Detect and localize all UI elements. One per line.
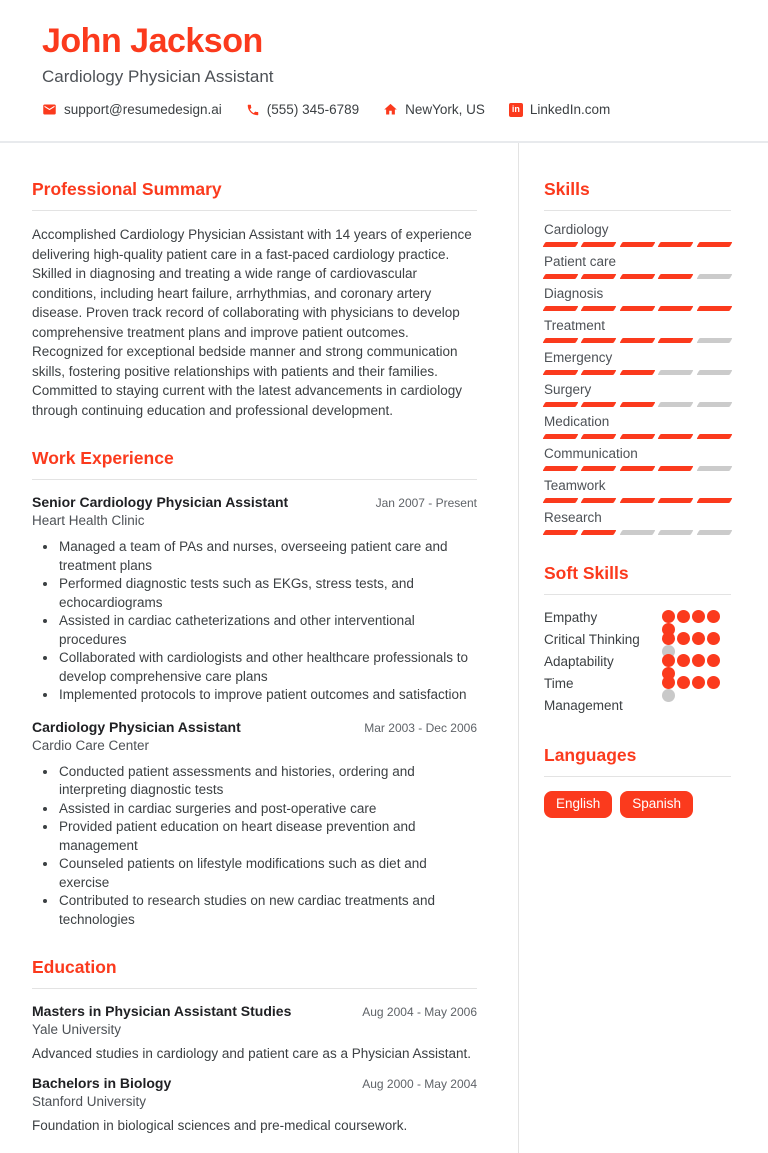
skill-bar-segment	[619, 434, 655, 439]
skill-item	[544, 222, 731, 247]
job-bullet-list	[32, 538, 477, 705]
contact-email-text: support@resumedesign.ai	[64, 102, 222, 117]
soft-skill-level-dots	[662, 629, 720, 648]
skills-heading: Skills	[544, 179, 731, 211]
job-bullet: • Implemented protocols to improve patient outcomes and satisfaction	[58, 686, 477, 705]
contact-phone-text: (555) 345-6789	[266, 102, 360, 117]
skill-bar-segment	[619, 466, 655, 471]
soft-skill-level-dots	[662, 607, 720, 626]
soft-skill-dot	[692, 632, 705, 645]
education-header	[32, 1003, 477, 1019]
soft-skill-dot	[707, 654, 720, 667]
resume-body	[0, 143, 768, 1153]
skill-bar-segment	[543, 370, 579, 375]
skill-bar-segment	[696, 530, 732, 535]
job-bullet: • Provided patient education on heart disease prevention and management	[58, 818, 477, 855]
skill-bar-segment	[696, 242, 732, 247]
job-header	[32, 719, 477, 735]
soft-skill-item	[544, 673, 731, 717]
education-degree: Masters in Physician Assistant Studies	[32, 1003, 292, 1019]
soft-skill-dot	[662, 676, 675, 689]
skill-bar-segment	[619, 402, 655, 407]
soft-skill-dot	[662, 689, 675, 702]
education-school: Yale University	[32, 1022, 122, 1037]
skill-bar-segment	[696, 370, 732, 375]
education-dates: Aug 2000 - May 2004	[362, 1077, 477, 1091]
skill-bar-segment	[658, 402, 694, 407]
skill-item	[544, 286, 731, 311]
education-description: Advanced studies in cardiology and patient care as a Physician Assistant.	[32, 1046, 472, 1061]
skill-label: Patient care	[544, 254, 617, 269]
contact-linkedin-text: LinkedIn.com	[529, 102, 611, 117]
skill-bar-segment	[581, 274, 617, 279]
skill-bar-segment	[696, 338, 732, 343]
skill-level-bar	[544, 402, 731, 407]
skill-bar-segment	[543, 530, 579, 535]
job-dates: Jan 2007 - Present	[375, 496, 477, 510]
skill-bar-segment	[581, 370, 617, 375]
skill-level-bar	[544, 498, 731, 503]
soft-skill-dot	[662, 632, 675, 645]
job-bullet: • Collaborated with cardiologists and other healthcare professionals to develop comprehensive care plans	[58, 649, 477, 686]
skill-bar-segment	[543, 242, 579, 247]
skill-label: Cardiology	[544, 222, 609, 237]
skill-label: Emergency	[544, 350, 613, 365]
skill-level-bar	[544, 242, 731, 247]
job-bullet: • Assisted in cardiac surgeries and post-operative care	[58, 800, 477, 819]
main-column	[0, 143, 519, 1153]
skill-bar-segment	[619, 370, 655, 375]
home-icon	[383, 102, 398, 117]
skill-level-bar	[544, 338, 731, 343]
person-job-title: Cardiology Physician Assistant	[42, 67, 274, 86]
skill-bar-segment	[658, 274, 694, 279]
job-company: Cardio Care Center	[32, 737, 150, 753]
skill-bar-segment	[543, 306, 579, 311]
skill-bar-segment	[581, 306, 617, 311]
soft-skill-label: Empathy	[544, 610, 598, 625]
skill-item	[544, 382, 731, 407]
soft-skill-dot	[707, 610, 720, 623]
skill-bar-segment	[658, 466, 694, 471]
contact-location	[383, 102, 485, 117]
skill-label: Medication	[544, 414, 610, 429]
skill-bar-segment	[696, 402, 732, 407]
skill-bar-segment	[658, 242, 694, 247]
skill-bar-segment	[581, 530, 617, 535]
contact-email[interactable]	[42, 102, 222, 117]
job-company: Heart Health Clinic	[32, 513, 145, 528]
skill-bar-segment	[619, 498, 655, 503]
languages-list	[544, 791, 731, 818]
skill-bar-segment	[581, 338, 617, 343]
person-name: John Jackson	[42, 22, 263, 60]
soft-skill-dot	[707, 676, 720, 689]
soft-skills-heading: Soft Skills	[544, 563, 731, 595]
linkedin-icon: in	[509, 103, 523, 117]
resume-header	[0, 0, 768, 117]
soft-skill-dot	[662, 610, 675, 623]
skill-bar-segment	[543, 274, 579, 279]
education-heading: Education	[32, 957, 477, 989]
job-bullet-list	[32, 763, 477, 930]
skill-bar-segment	[658, 530, 694, 535]
section-soft-skills	[544, 563, 731, 717]
skill-bar-segment	[581, 498, 617, 503]
soft-skill-dot	[692, 654, 705, 667]
skill-item	[544, 318, 731, 343]
job-bullet: • Contributed to research studies on new cardiac treatments and technologies	[58, 892, 477, 929]
soft-skill-label: Time Management	[544, 676, 623, 713]
soft-skill-dot	[677, 654, 690, 667]
skill-level-bar	[544, 306, 731, 311]
summary-heading: Professional Summary	[32, 179, 477, 211]
skill-label: Diagnosis	[544, 286, 604, 301]
skill-label: Teamwork	[544, 478, 606, 493]
education-entry	[32, 1003, 477, 1061]
contact-phone[interactable]	[246, 102, 359, 117]
skill-item	[544, 510, 731, 535]
skill-bar-segment	[658, 306, 694, 311]
job-bullet: • Counseled patients on lifestyle modifications such as diet and exercise	[58, 855, 477, 892]
soft-skill-dot	[677, 632, 690, 645]
skill-bar-segment	[543, 402, 579, 407]
education-entry	[32, 1075, 477, 1133]
skill-item	[544, 254, 731, 279]
soft-skill-dot	[677, 676, 690, 689]
soft-skill-level-dots	[662, 673, 720, 692]
skill-bar-segment	[581, 434, 617, 439]
language-badge: English	[544, 791, 612, 818]
skill-level-bar	[544, 274, 731, 279]
skill-level-bar	[544, 530, 731, 535]
skill-label: Treatment	[544, 318, 606, 333]
section-education	[32, 957, 477, 1133]
skill-bar-segment	[619, 530, 655, 535]
skill-bar-segment	[581, 466, 617, 471]
contact-row	[42, 102, 726, 117]
skill-bar-segment	[658, 338, 694, 343]
skill-level-bar	[544, 370, 731, 375]
job-dates: Mar 2003 - Dec 2006	[364, 720, 477, 735]
skill-bar-segment	[658, 434, 694, 439]
section-professional-summary	[32, 179, 477, 420]
language-badge: Spanish	[620, 791, 693, 818]
sidebar-column	[519, 143, 768, 1153]
soft-skill-level-dots	[662, 651, 720, 670]
section-skills	[544, 179, 731, 535]
education-degree: Bachelors in Biology	[32, 1075, 172, 1091]
soft-skills-list	[544, 607, 731, 717]
skill-label: Surgery	[544, 382, 592, 397]
skill-bar-segment	[696, 434, 732, 439]
skill-bar-segment	[543, 498, 579, 503]
soft-skill-dot	[662, 654, 675, 667]
education-school: Stanford University	[32, 1094, 147, 1109]
skill-level-bar	[544, 434, 731, 439]
job-bullet: • Managed a team of PAs and nurses, overseeing patient care and treatment plans	[58, 538, 477, 575]
job-header	[32, 494, 477, 510]
skill-bar-segment	[619, 242, 655, 247]
soft-skill-label: Critical Thinking	[544, 632, 640, 647]
skill-bar-segment	[543, 338, 579, 343]
skill-bar-segment	[543, 466, 579, 471]
skill-bar-segment	[619, 338, 655, 343]
skill-label: Communication	[544, 446, 638, 461]
skill-bar-segment	[619, 306, 655, 311]
soft-skill-item	[544, 651, 731, 673]
soft-skill-dot	[707, 632, 720, 645]
skill-bar-segment	[619, 274, 655, 279]
skill-level-bar	[544, 466, 731, 471]
languages-heading: Languages	[544, 745, 731, 777]
skill-bar-segment	[581, 402, 617, 407]
job-bullet: • Performed diagnostic tests such as EKGs, stress tests, and echocardiograms	[58, 575, 477, 612]
skill-bar-segment	[696, 274, 732, 279]
education-header	[32, 1075, 477, 1091]
soft-skill-item	[544, 629, 731, 651]
job-entry	[32, 719, 477, 930]
job-bullet: • Assisted in cardiac catheterizations and other interventional procedures	[58, 612, 477, 649]
section-work-experience	[32, 448, 477, 929]
email-icon	[42, 102, 57, 117]
skill-label: Research	[544, 510, 602, 525]
skill-bar-segment	[696, 498, 732, 503]
job-title: Cardiology Physician Assistant	[32, 718, 241, 735]
job-title: Senior Cardiology Physician Assistant	[32, 494, 289, 510]
soft-skill-item	[544, 607, 731, 629]
contact-linkedin[interactable]	[509, 102, 610, 117]
skill-bar-segment	[696, 306, 732, 311]
summary-text: Accomplished Cardiology Physician Assistant with 14 years of experience delivering high-quality patient care in a fast-paced cardiology practice. Skilled in diagnosing and treating a wide range of cardiovascular conditions, including heart failure, arrhythmias, and coronary artery disease. Proven track record of collaborating with physicians to develop comprehensive treatment plans and improve patient outcomes. Recognized for exceptional bedside manner and strong communication skills, fostering positive relationships with patients and their families. Committed to staying current with the latest advancements in cardiology through continuing education and professional development.	[32, 227, 472, 418]
soft-skill-label: Adaptability	[544, 654, 614, 669]
contact-location-text: NewYork, US	[405, 102, 485, 117]
soft-skill-dot	[692, 610, 705, 623]
experience-heading: Work Experience	[32, 448, 477, 480]
skill-item	[544, 478, 731, 503]
skill-bar-segment	[658, 370, 694, 375]
education-dates: Aug 2004 - May 2006	[362, 1005, 477, 1019]
education-description: Foundation in biological sciences and pre-medical coursework.	[32, 1118, 408, 1133]
skill-item	[544, 446, 731, 471]
job-entry	[32, 494, 477, 705]
soft-skill-dot	[692, 676, 705, 689]
skills-list	[544, 222, 731, 535]
skill-bar-segment	[696, 466, 732, 471]
skill-item	[544, 350, 731, 375]
job-bullet: • Conducted patient assessments and histories, ordering and interpreting diagnostic tests	[58, 763, 477, 800]
section-languages	[544, 745, 731, 818]
soft-skill-dot	[677, 610, 690, 623]
skill-bar-segment	[658, 498, 694, 503]
skill-bar-segment	[581, 242, 617, 247]
skill-item	[544, 414, 731, 439]
phone-icon	[246, 103, 260, 117]
skill-bar-segment	[543, 434, 579, 439]
